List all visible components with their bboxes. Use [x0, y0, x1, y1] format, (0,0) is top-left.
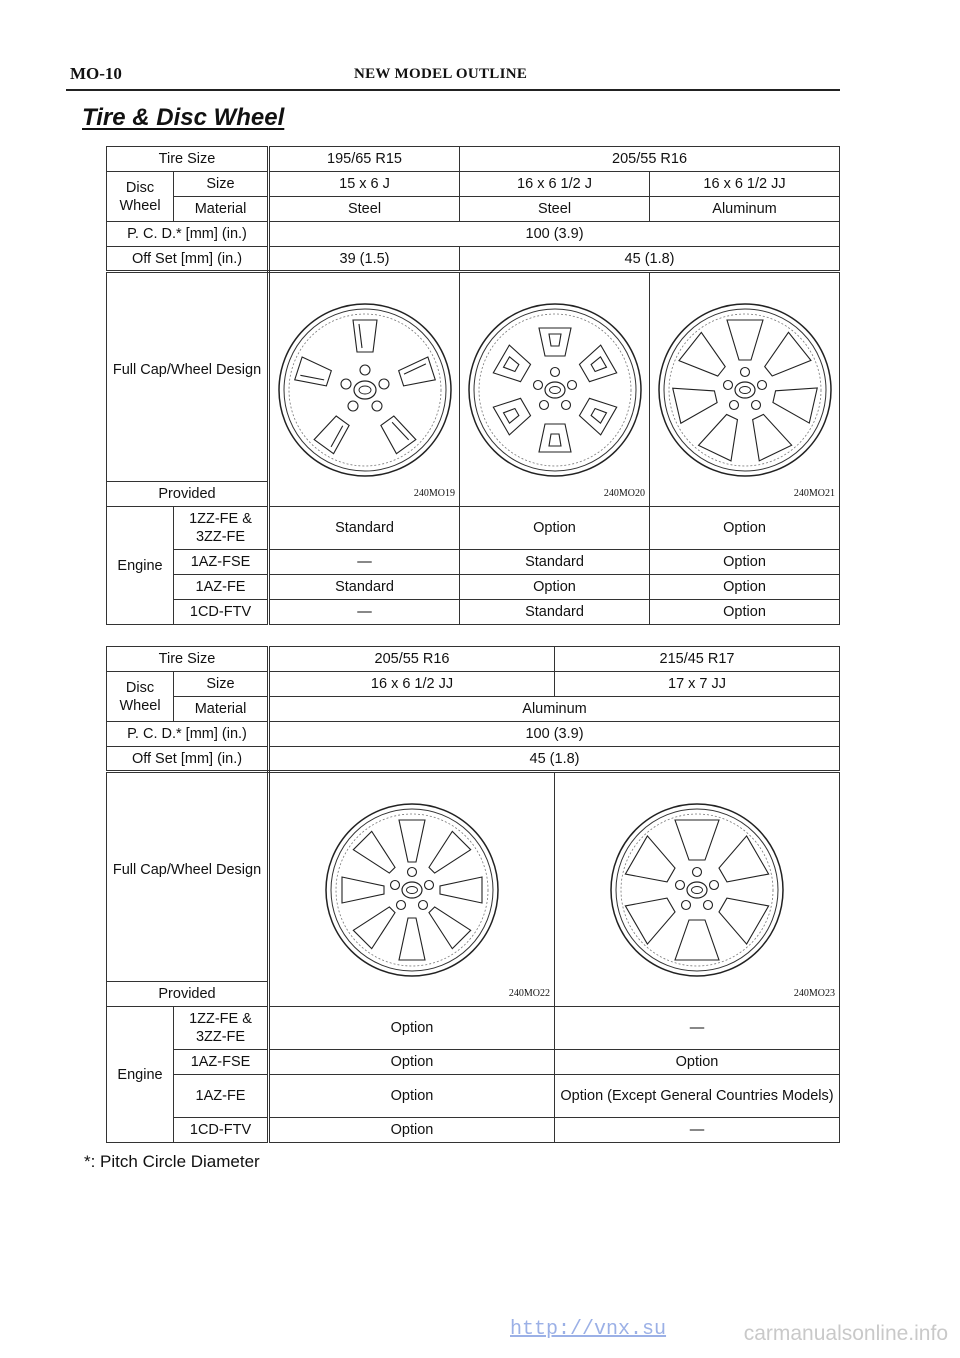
engine-value: Option — [460, 507, 650, 550]
disc-wheel-label: Disc Wheel — [107, 672, 174, 722]
offset-label: Off Set [mm] (in.) — [107, 247, 269, 272]
material-value: Steel — [269, 197, 460, 222]
image-code: 240MO19 — [413, 488, 456, 499]
table-row — [107, 647, 840, 672]
wheel-image-cell — [269, 272, 460, 507]
table-row — [107, 1007, 840, 1050]
alloy-wheel-8-spoke-image — [322, 800, 502, 980]
engine-label: Engine — [107, 1007, 174, 1143]
image-code: 240MO22 — [508, 988, 551, 999]
material-value: Aluminum — [650, 197, 840, 222]
wheel-size-value: 16 x 6 1/2 J — [460, 172, 650, 197]
offset-value: 45 (1.8) — [269, 747, 840, 772]
size-label: Size — [174, 172, 269, 197]
page-code: MO-10 — [70, 64, 122, 83]
wheel-spec-table-1 — [106, 146, 840, 625]
pcd-value: 100 (3.9) — [269, 722, 840, 747]
table-row — [107, 575, 840, 600]
table-row — [107, 272, 840, 482]
offset-value: 39 (1.5) — [269, 247, 460, 272]
offset-value: 45 (1.8) — [460, 247, 840, 272]
engine-name: 1AZ-FE — [174, 1075, 269, 1118]
table-row — [107, 722, 840, 747]
table-row — [107, 197, 840, 222]
wheel-image-cell — [269, 772, 555, 1007]
header-rule — [66, 89, 840, 91]
table-row — [107, 222, 840, 247]
table-row — [107, 507, 840, 550]
provided-label: Provided — [107, 482, 269, 507]
table-row — [107, 247, 840, 272]
engine-value: Option — [555, 1050, 840, 1075]
wheel-size-value: 16 x 6 1/2 JJ — [650, 172, 840, 197]
engine-value: Option — [269, 1007, 555, 1050]
footnote: *: Pitch Circle Diameter — [84, 1152, 260, 1171]
image-code: 240MO20 — [603, 488, 646, 499]
tire-size-label: Tire Size — [107, 647, 269, 672]
tire-size-value: 205/55 R16 — [460, 147, 840, 172]
wheel-size-value: 15 x 6 J — [269, 172, 460, 197]
table-row — [107, 697, 840, 722]
wheel-cover-5-slot-image — [275, 300, 455, 480]
image-code: 240MO23 — [793, 988, 836, 999]
tire-size-value: 195/65 R15 — [269, 147, 460, 172]
engine-value: Option — [460, 575, 650, 600]
wheel-image-cell — [460, 272, 650, 507]
engine-value: Option — [650, 550, 840, 575]
image-code: 240MO21 — [793, 488, 836, 499]
engine-name: 1CD-FTV — [174, 1118, 269, 1143]
engine-name: 1ZZ-FE & 3ZZ-FE — [174, 1007, 269, 1050]
material-value: Steel — [460, 197, 650, 222]
pcd-label: P. C. D.* [mm] (in.) — [107, 222, 269, 247]
table-row — [107, 147, 840, 172]
engine-value: — — [269, 600, 460, 625]
engine-value: Option — [650, 600, 840, 625]
table-row — [107, 1050, 840, 1075]
engine-value: Standard — [269, 507, 460, 550]
engine-value: Standard — [269, 575, 460, 600]
alloy-wheel-7-spoke-image — [655, 300, 835, 480]
engine-value: Option (Except General Countries Models) — [555, 1075, 840, 1118]
design-label: Full Cap/Wheel Design — [107, 772, 269, 982]
engine-value: Option — [650, 575, 840, 600]
engine-name: 1ZZ-FE & 3ZZ-FE — [174, 507, 269, 550]
material-label: Material — [174, 697, 269, 722]
engine-label: Engine — [107, 507, 174, 625]
watermark-url-link[interactable]: http://vnx.su — [510, 1318, 667, 1341]
engine-value: Option — [269, 1118, 555, 1143]
table-row — [107, 172, 840, 197]
material-value: Aluminum — [269, 697, 840, 722]
wheel-size-value: 16 x 6 1/2 JJ — [269, 672, 555, 697]
table-row — [107, 1075, 840, 1118]
pcd-value: 100 (3.9) — [269, 222, 840, 247]
table-row — [107, 672, 840, 697]
provided-label: Provided — [107, 982, 269, 1007]
section-title: Tire & Disc Wheel — [82, 104, 285, 131]
engine-name: 1AZ-FSE — [174, 550, 269, 575]
material-label: Material — [174, 197, 269, 222]
offset-label: Off Set [mm] (in.) — [107, 747, 269, 772]
pcd-label: P. C. D.* [mm] (in.) — [107, 722, 269, 747]
engine-name: 1AZ-FE — [174, 575, 269, 600]
table-row — [107, 772, 840, 982]
engine-value: Standard — [460, 550, 650, 575]
tire-size-value: 215/45 R17 — [555, 647, 840, 672]
engine-value: — — [555, 1118, 840, 1143]
engine-value: Option — [650, 507, 840, 550]
wheel-image-cell — [555, 772, 840, 1007]
alloy-wheel-6-spoke-image — [607, 800, 787, 980]
engine-value: Standard — [460, 600, 650, 625]
table-row — [107, 747, 840, 772]
tire-size-label: Tire Size — [107, 147, 269, 172]
wheel-size-value: 17 x 7 JJ — [555, 672, 840, 697]
engine-name: 1CD-FTV — [174, 600, 269, 625]
watermark-site: carmanualsonline.info — [743, 1322, 948, 1345]
page-header-title: NEW MODEL OUTLINE — [354, 66, 528, 82]
size-label: Size — [174, 672, 269, 697]
wheel-image-cell — [650, 272, 840, 507]
engine-value: Option — [269, 1075, 555, 1118]
disc-wheel-label: Disc Wheel — [107, 172, 174, 222]
steel-wheel-cap-image — [465, 300, 645, 480]
tire-size-value: 205/55 R16 — [269, 647, 555, 672]
table-row — [107, 600, 840, 625]
table-row — [107, 550, 840, 575]
engine-value: — — [269, 550, 460, 575]
wheel-spec-table-2 — [106, 646, 840, 1143]
design-label: Full Cap/Wheel Design — [107, 272, 269, 482]
engine-value: — — [555, 1007, 840, 1050]
engine-value: Option — [269, 1050, 555, 1075]
engine-name: 1AZ-FSE — [174, 1050, 269, 1075]
table-row — [107, 1118, 840, 1143]
